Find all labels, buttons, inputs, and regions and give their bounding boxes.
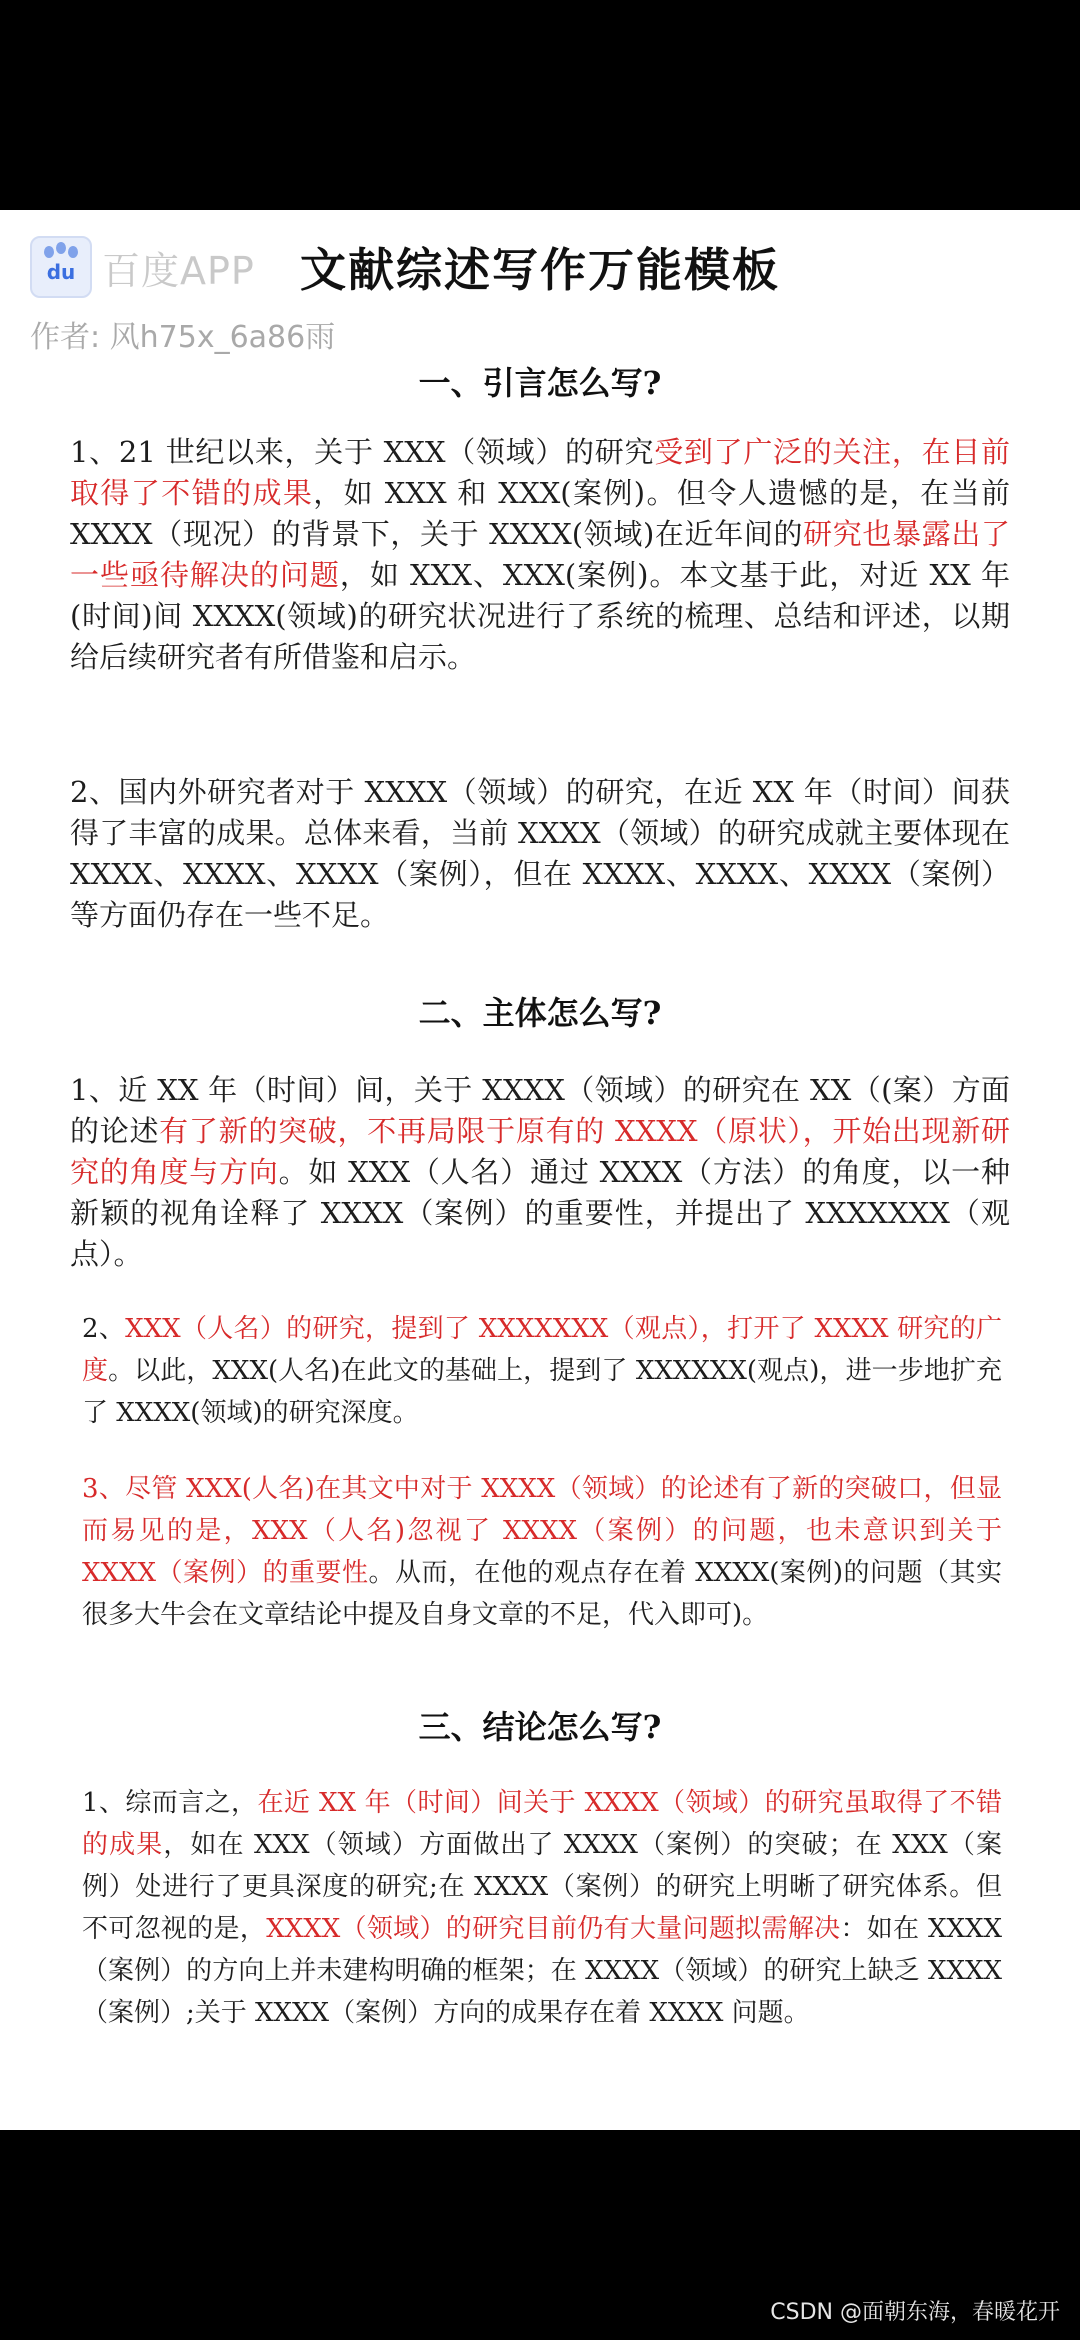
section1-paragraph2: 2、国内外研究者对于 XXXX（领域）的研究，在近 XX 年（时间）间获得了丰富的成果。总体来看，当前 XXXX（领域）的研究成就主要体现在 XXXX、XXXX、XXXX（案例），但在 XXXX、XXXX、XXXX（案例）等方面仍存在一些不足。 bbox=[70, 775, 1010, 932]
text-run: 1、21 世纪以来，关于 XXX（领域）的研究 bbox=[70, 435, 655, 469]
section2-paragraph1 bbox=[70, 1070, 1010, 1275]
watermark-app-text: 百度APP bbox=[102, 248, 255, 293]
text-run: ，如在 XXX（领域）方面做出了 XXXX（案例）的突破；在 XXX（案例）处进行了更具深度的研究;在 XXXX（案例）的研究上明晰了研究体系。但不可忽视的是， bbox=[82, 1830, 1002, 1944]
section2-paragraph3 bbox=[82, 1468, 1002, 1636]
section3-heading: 三、结论怎么写? bbox=[418, 1708, 662, 1746]
highlight-run: 3、尽管 XXX(人名)在其文中对于 XXXX（领域）的论述有了新的突破口，但显而易见的是，XXX（人名)忽视了 XXXX（案例）的问题，也未意识到关于 XXXX（案例）的重要性 bbox=[82, 1474, 1002, 1588]
text-run: 2、 bbox=[82, 1314, 126, 1344]
text-run: 。从而，在他的观点存在着 XXXX(案例)的问题（其实很多大牛会在文章结论中提及自身文章的不足，代入即可)。 bbox=[82, 1558, 1002, 1630]
text-run: 。如 XXX（人名）通过 XXXX（方法）的角度，以一种新颖的视角诠释了 XXXX（案例）的重要性，并提出了 XXXXXXX（观点）。 bbox=[70, 1155, 1010, 1271]
top-letterbox bbox=[0, 0, 1080, 210]
highlight-run: 研究也暴露出了一些亟待解决的问题 bbox=[70, 517, 1010, 592]
highlight-run: 在近 XX 年（时间）间关于 XXXX（领域）的研究虽取得了不错的成果 bbox=[82, 1788, 1003, 1860]
text-run: ，如 XXX、XXX(案例)。本文基于此，对近 XX 年(时间)间 XXXX(领域)的研究状况进行了系统的梳理、总结和评述，以期给后续研究者有所借鉴和启示。 bbox=[70, 558, 1010, 674]
text-run: ，如 XXX 和 XXX(案例)。但令人遗憾的是，在当前 XXXX（现况）的背景下，关于 XXXX(领域)在近年间的 bbox=[70, 476, 1010, 551]
author-watermark: 作者: 风h75x_6a86雨 bbox=[30, 320, 336, 355]
csdn-credit-watermark: CSDN @面朝东海，春暖花开 bbox=[770, 2300, 1060, 2325]
section1-paragraph1 bbox=[70, 432, 1010, 678]
document-page bbox=[0, 210, 1080, 2130]
text-run: ：如在 XXXX（案例）的方向上并未建构明确的框架；在 XXXX（领域）的研究上缺乏 XXXX（案例）;关于 XXXX（案例）方向的成果存在着 XXXX 问题。 bbox=[82, 1914, 1002, 2028]
section1-heading: 一、引言怎么写? bbox=[418, 364, 662, 402]
highlight-run: 受到了广泛的关注，在目前取得了不错的成果 bbox=[70, 435, 1010, 510]
document-title: 文献综述写作万能模板 bbox=[300, 243, 780, 297]
section2-paragraph2 bbox=[82, 1308, 1002, 1434]
logo-text: du bbox=[46, 260, 76, 284]
highlight-run: XXX（人名）的研究，提到了 XXXXXXX（观点），打开了 XXXX 研究的广度 bbox=[82, 1314, 1003, 1386]
text-run: 1、综而言之， bbox=[82, 1788, 258, 1818]
highlight-run: 有了新的突破，不再局限于原有的 XXXX（原状），开始出现新研究的角度与方向 bbox=[70, 1114, 1010, 1189]
section3-paragraph1 bbox=[82, 1782, 1002, 2034]
section2-heading: 二、主体怎么写? bbox=[418, 994, 662, 1032]
highlight-run: XXXX（领域）的研究目前仍有大量问题拟需解决 bbox=[266, 1914, 841, 1944]
text-run: 。以此，XXX(人名)在此文的基础上，提到了 XXXXXX(观点)，进一步地扩充了 XXXX(领域)的研究深度。 bbox=[82, 1356, 1002, 1428]
text-run: 1、近 XX 年（时间）间，关于 XXXX（领域）的研究在 XX（(案）方面的论述 bbox=[70, 1073, 1010, 1148]
